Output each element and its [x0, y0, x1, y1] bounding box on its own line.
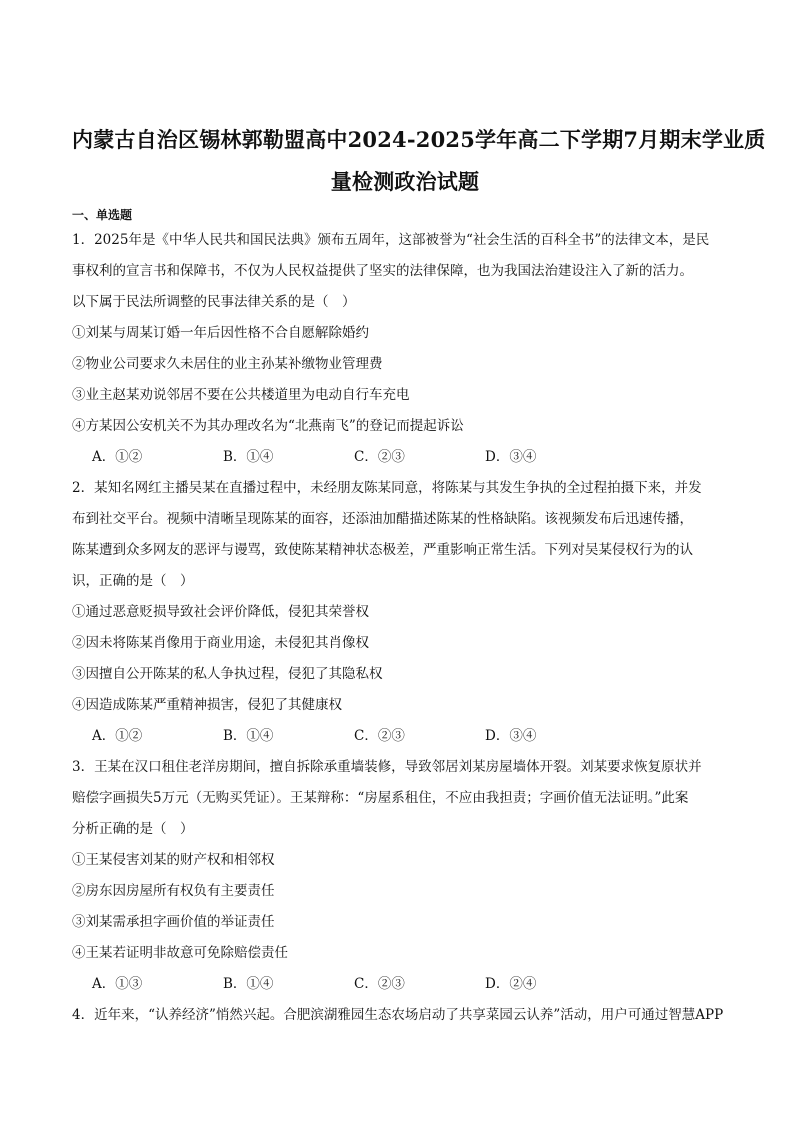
answer-choices	[72, 721, 738, 752]
question-text-line: 赔偿字画损失5万元（无购买凭证）。王某辩称：“房屋系租住，不应由我担责；字画价值无法证明。”此案	[72, 790, 689, 806]
question-text-line: 布到社交平台。视频中清晰呈现陈某的面容，还添油加醋描述陈某的性格缺陷。该视频发布后迅速传播，	[72, 511, 693, 527]
document-title	[72, 119, 766, 203]
answer-choice-d: D．③④	[485, 449, 537, 465]
question-4	[72, 1000, 738, 1031]
section-heading: 一、单选题	[72, 208, 133, 222]
answer-choice-a: A．①③	[92, 976, 143, 992]
answer-choice-a: A．①②	[92, 449, 143, 465]
answer-choice-c: C．②③	[354, 728, 405, 744]
statement-option: ④因造成陈某严重精神损害，侵犯了其健康权	[72, 697, 342, 713]
statement-option: ②房东因房屋所有权负有主要责任	[72, 883, 275, 899]
question-text-line: 识，正确的是（ ）	[72, 573, 194, 589]
statement-option: ②物业公司要求久未居住的业主孙某补缴物业管理费	[72, 356, 383, 372]
statement-option: ③业主赵某劝说邻居不要在公共楼道里为电动自行车充电	[72, 387, 410, 403]
question-text-line: 2．某知名网红主播吴某在直播过程中，未经朋友陈某同意，将陈某与其发生争执的全过程拍摄下来，并发	[72, 480, 702, 496]
question-1	[72, 225, 738, 473]
answer-choice-d: D．②④	[485, 976, 537, 992]
question-text-line: 4．近年来，“认养经济”悄然兴起。合肥滨湖雅园生态农场启动了共享菜园云认养”活动，用户可通过智慧APP	[72, 1007, 724, 1023]
statement-option: ④王某若证明非故意可免除赔偿责任	[72, 945, 288, 961]
answer-choice-c: C．②③	[354, 976, 405, 992]
question-3	[72, 752, 738, 1000]
answer-choices	[72, 969, 738, 1000]
answer-choice-b: B．①④	[223, 449, 274, 465]
title-line-2: 量检测政治试题	[330, 169, 480, 194]
statement-option: ②因未将陈某肖像用于商业用途，未侵犯其肖像权	[72, 635, 369, 651]
statement-option: ①刘某与周某订婚一年后因性格不合自愿解除婚约	[72, 325, 369, 341]
question-text-line: 1．2025年是《中华人民共和国民法典》颁布五周年，这部被誉为“社会生活的百科全书”的法律文本，是民	[72, 232, 710, 248]
question-text-line: 以下属于民法所调整的民事法律关系的是（ ）	[72, 294, 356, 310]
statement-option: ①王某侵害刘某的财产权和相邻权	[72, 852, 275, 868]
statement-option: ④方某因公安机关不为其办理改名为“北燕南飞”的登记而提起诉讼	[72, 418, 464, 434]
question-text-line: 3．王某在汉口租住老洋房期间，擅自拆除承重墙装修，导致邻居刘某房屋墙体开裂。刘某要求恢复原状并	[72, 759, 702, 775]
answer-choice-c: C．②③	[354, 449, 405, 465]
answer-choice-b: B．①④	[223, 728, 274, 744]
statement-option: ③刘某需承担字画价值的举证责任	[72, 914, 275, 930]
statement-option: ①通过恶意贬损导致社会评价降低，侵犯其荣誉权	[72, 604, 369, 620]
question-text-line: 事权利的宣言书和保障书，不仅为人民权益提供了坚实的法律保障，也为我国法治建设注入了新的活力。	[72, 263, 693, 279]
answer-choices	[72, 442, 738, 473]
answer-choice-d: D．③④	[485, 728, 537, 744]
answer-choice-a: A．①②	[92, 728, 143, 744]
question-text-line: 陈某遭到众多网友的恶评与谩骂，致使陈某精神状态极差，严重影响正常生活。下列对吴某侵权行为的认	[72, 542, 693, 558]
question-text-line: 分析正确的是（ ）	[72, 821, 194, 837]
question-2	[72, 473, 738, 752]
statement-option: ③因擅自公开陈某的私人争执过程，侵犯了其隐私权	[72, 666, 383, 682]
title-line-1: 内蒙古自治区锡林郭勒盟高中2024-2025学年高二下学期7月期末学业质	[72, 127, 766, 152]
answer-choice-b: B．①④	[223, 976, 274, 992]
